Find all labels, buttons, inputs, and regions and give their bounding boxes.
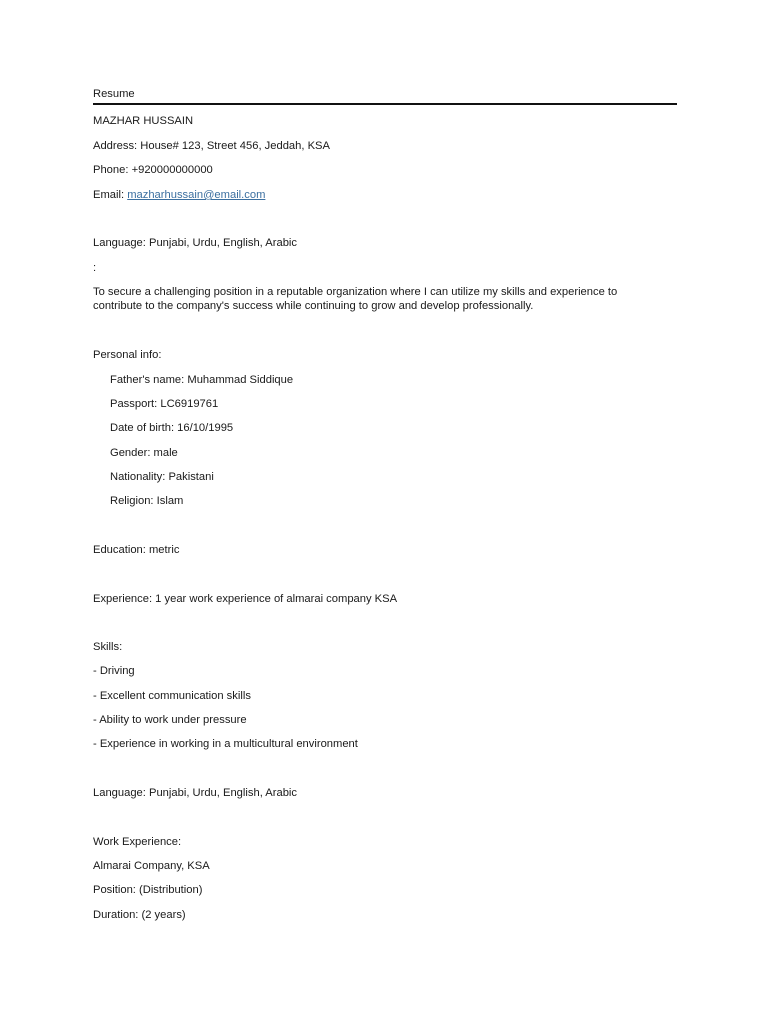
personal-info-item: Father's name: Muhammad Siddique [110, 374, 294, 386]
work-duration: Duration: (2 years) [93, 909, 186, 921]
resume-title: Resume [93, 88, 135, 100]
language-value: : Punjabi, Urdu, English, Arabic [142, 787, 298, 799]
email-link[interactable]: mazharhussain@email.com [127, 189, 266, 201]
skill-item: - Excellent communication skills [93, 690, 251, 702]
language-line: Language: Punjabi, Urdu, English, Arabic [93, 237, 297, 249]
phone-label: Phone: [93, 164, 132, 176]
work-company: Almarai Company, KSA [93, 860, 210, 872]
personal-info-item: Nationality: Pakistani [110, 471, 214, 483]
education-line [93, 543, 179, 557]
skills-heading-line [93, 640, 122, 654]
email-label: Email: [93, 189, 128, 201]
email-line [93, 188, 265, 202]
skill-item: - Driving [93, 665, 135, 677]
skills-colon: : [119, 641, 123, 653]
skill-item: - Ability to work under pressure [93, 714, 247, 726]
address-value: House# 123, Street 456, Jeddah, KSA [140, 140, 330, 152]
phone-value: +920000000000 [131, 164, 213, 176]
phone-line [93, 163, 213, 177]
work-experience-heading-line [93, 835, 181, 849]
work-position: Position: (Distribution) [93, 884, 203, 896]
header-divider [93, 103, 677, 105]
skills-heading: Skills [93, 641, 120, 653]
candidate-name: MAZHAR HUSSAIN [93, 115, 194, 127]
personal-info-heading-line [93, 348, 161, 362]
language-heading: Language [93, 787, 143, 799]
education-heading: Education [93, 544, 143, 556]
language-section-line [93, 786, 297, 800]
personal-info-item: Date of birth: 16/10/1995 [110, 422, 234, 434]
skill-item: - Experience in working in a multicultural environment [93, 738, 358, 750]
personal-info-item: Passport: LC6919761 [110, 398, 219, 410]
personal-info-colon: : [158, 349, 162, 361]
education-value: : metric [142, 544, 180, 556]
address-label: Address: [93, 140, 141, 152]
personal-info-item: Gender: male [110, 447, 178, 459]
experience-summary: Experience: 1 year work experience of almarai company KSA [93, 593, 398, 605]
work-experience-heading: Work Experience [93, 836, 178, 848]
objective-label: : [93, 262, 97, 274]
personal-info-heading: Personal info [93, 349, 159, 361]
address-line [93, 139, 330, 153]
personal-info-item: Religion: Islam [110, 495, 184, 507]
objective-text: To secure a challenging position in a reputable organization where I can utilize my skills and experience to contribute to the company's success while continuing to grow and develop professionally. [93, 286, 618, 312]
work-experience-colon: : [177, 836, 182, 848]
